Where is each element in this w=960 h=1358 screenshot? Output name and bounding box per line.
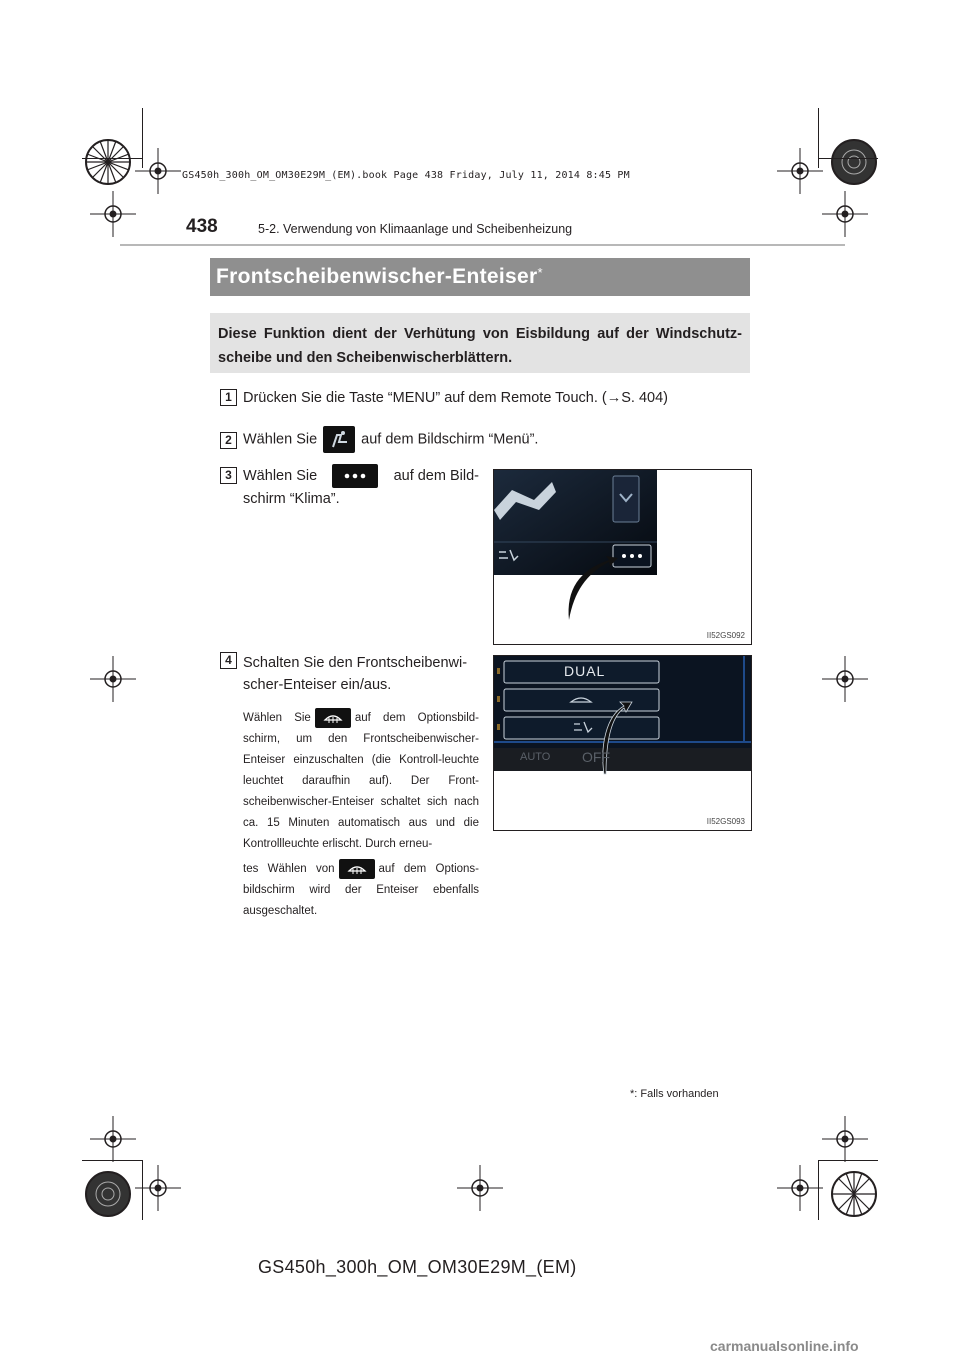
crop-line [82,158,142,159]
crop-line [818,1160,878,1161]
dual-button: DUAL [564,663,606,679]
step-3-before: Wählen Sie [243,468,318,484]
step-2-before: Wählen Sie [243,431,318,448]
crosshair-target-icon [777,1165,823,1211]
note-part3: tes Wählen von [243,863,335,876]
figure-options-screen [493,655,752,831]
step-4-line1: Schalten Sie den Frontscheibenwi- [243,655,468,671]
step-number: 3 [220,467,237,484]
crosshair-target-icon [777,148,823,194]
footer-doc-id: GS450h_300h_OM_OM30E29M_(EM) [258,1257,577,1277]
footnote-mark: * [537,265,543,280]
figure-code: II52GS092 [706,631,745,640]
page-title [210,258,750,296]
registration-rosette-icon [829,137,879,187]
note-part4: auf dem Options-bildschirm wird der Enteiser ebenfalls ausgeschaltet. [243,863,479,918]
crop-line [142,108,143,168]
step-3-after: auf dem Bild- [393,468,479,484]
figure-climate-screen [493,469,752,645]
off-label: OFF [582,749,610,765]
note-part1: Wählen Sie [243,712,311,725]
page-number: 438 [186,216,218,237]
section-title: 5-2. Verwendung von Klimaanlage und Scheibenheizung [258,222,573,236]
registration-rosette-icon [829,1169,879,1219]
seat-climate-icon [323,426,355,453]
step-3-line2: schirm “Klima”. [243,491,340,507]
step-number: 1 [220,389,237,406]
crosshair-target-icon [90,1116,136,1162]
footnote: *: Falls vorhanden [630,1088,719,1100]
front-defroster-icon [339,859,375,879]
step-4-text [243,652,479,696]
crosshair-target-icon [90,191,136,237]
crosshair-target-icon [822,191,868,237]
page-title-text: Frontscheibenwischer-Enteiser [216,265,538,288]
crosshair-target-icon [90,656,136,702]
step-2-text [243,426,538,453]
step-number: 4 [220,652,237,669]
registration-rosette-icon [83,137,133,187]
step-number: 2 [220,432,237,449]
auto-label: AUTO [520,751,551,763]
step-3-text [243,464,479,510]
crosshair-target-icon [822,1116,868,1162]
crop-line [818,1160,819,1220]
header-rule [120,244,845,246]
crosshair-target-icon [457,1165,503,1211]
crop-line [142,1160,143,1220]
crop-line [818,158,878,159]
step-1-text: Drücken Sie die Taste “MENU” auf dem Remote Touch. (→S. 404) [243,390,668,406]
front-defroster-icon [315,708,351,728]
step-4-line2: scher-Enteiser ein/aus. [243,677,392,693]
figure-code: II52GS093 [706,817,745,826]
book-info-line: GS450h_300h_OM_OM30E29M_(EM).book Page 438 Friday, July 11, 2014 8:45 PM [182,170,630,181]
crosshair-target-icon [822,656,868,702]
step-2-after: auf dem Bildschirm “Menü”. [361,431,539,448]
watermark: carmanualsonline.info [710,1338,859,1354]
step-4-note [243,708,479,922]
more-dots-icon [332,464,378,488]
note-part2: auf dem Optionsbild-schirm, um den Frontscheibenwischer-Enteiser einzuschalten (die Kontroll-leuchte leuchtet daraufhin auf). Der Front-scheibenwischer-Enteiser schaltet sich nach ca. 15 Minuten automatisch aus und die Kontrollleuchte erlischt. Durch erneu- [243,712,479,851]
registration-rosette-icon [83,1169,133,1219]
intro-box: Diese Funktion dient der Verhütung von Eisbildung auf der Windschutz-scheibe und den Scheibenwischerblättern. [210,313,750,373]
crop-line [818,108,819,168]
crop-line [82,1160,142,1161]
